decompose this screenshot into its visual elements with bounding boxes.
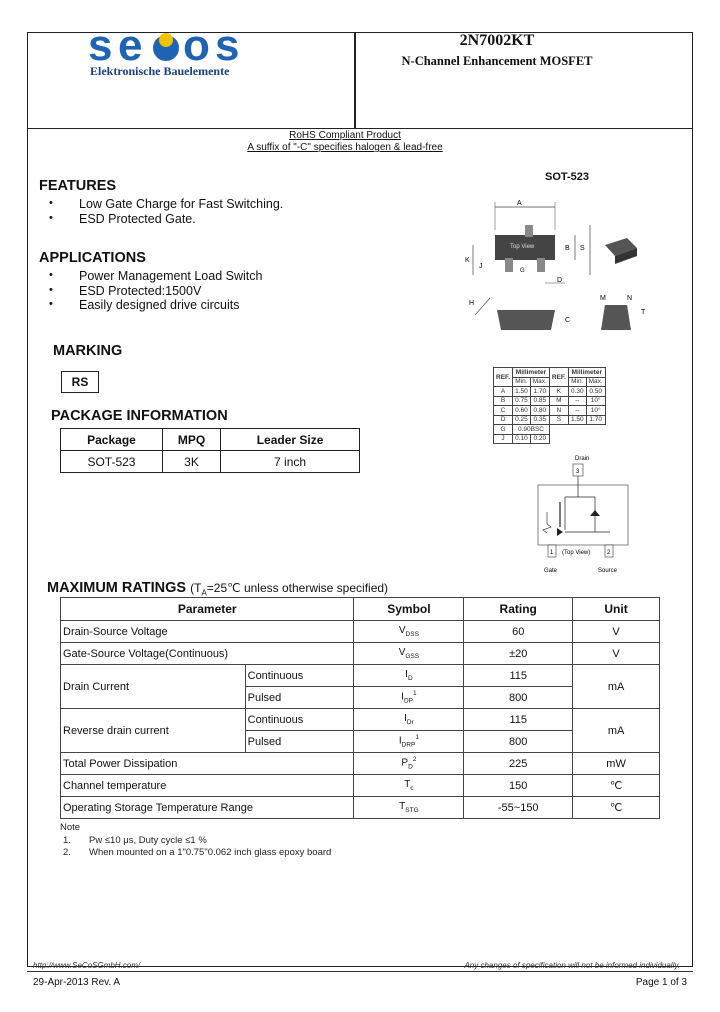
symbol-sub: c [410, 785, 414, 792]
symbol-text: V [398, 647, 406, 658]
max-ratings-title [47, 580, 388, 597]
table-row [494, 434, 606, 444]
cell-mpq: 3K [162, 451, 220, 473]
condition-prefix: (T [190, 581, 202, 595]
dim-cell: 0.20 [530, 434, 549, 444]
table-row [61, 775, 660, 797]
table-header-row [61, 598, 660, 621]
dim-cell: 1.50 [513, 387, 531, 397]
header-mpq: MPQ [162, 429, 220, 451]
package-info-table [60, 428, 360, 473]
marking-title: MARKING [53, 343, 123, 359]
dim-min-header: Min. [568, 377, 586, 387]
symbol-sup: 2 [412, 756, 417, 764]
features-title: FEATURES [39, 178, 117, 194]
rating-cell: 800 [464, 731, 573, 753]
application-item: • Easily designed drive circuits [39, 298, 262, 313]
rating-cell: -55~150 [464, 797, 573, 819]
rating-cell: 225 [464, 753, 573, 775]
note-number: 2. [63, 847, 71, 858]
max-ratings-table [60, 597, 660, 819]
dim-cell: -- [568, 406, 586, 416]
rating-cell: ±20 [464, 643, 573, 665]
symbol-sub: STG [405, 807, 419, 814]
max-ratings-heading: MAXIMUM RATINGS [47, 580, 187, 596]
rohs-notice [200, 130, 490, 154]
dim-letter-j: J [479, 263, 483, 270]
package-lead [537, 258, 545, 272]
dim-cell: C [494, 406, 513, 416]
dim-letter-a: A [517, 200, 522, 207]
dim-cell: 1.70 [530, 387, 549, 397]
note-number: 1. [63, 834, 71, 846]
unit-cell: mA [573, 665, 660, 709]
package-lead [525, 225, 533, 237]
symbol-text: I [404, 713, 407, 724]
cell-package: SOT-523 [61, 451, 163, 473]
table-row [61, 753, 660, 775]
dim-letter-g: G [520, 268, 525, 274]
dim-cell: N [549, 406, 568, 416]
dim-letter-d: D [557, 277, 563, 284]
dim-cell: 10° [586, 406, 605, 416]
pin-3-label: 3 [576, 469, 580, 475]
circuit-diagram [535, 452, 635, 577]
symbol-text: T [404, 779, 411, 790]
applications-title: APPLICATIONS [39, 250, 146, 266]
dim-cell: 0.85 [530, 396, 549, 406]
dim-cell: 0.50 [586, 387, 605, 397]
dim-cell: 1.70 [586, 415, 605, 425]
notes [60, 822, 331, 860]
dim-cell: 1.50 [568, 415, 586, 425]
subparam-cell: Pulsed [245, 687, 354, 709]
feature-item: • ESD Protected Gate. [39, 212, 283, 227]
symbol-cell [354, 709, 464, 731]
unit-cell: V [573, 643, 660, 665]
rohs-line-2: A suffix of "-C" specifies halogen & lead-free [247, 142, 443, 153]
table-row [61, 709, 660, 731]
unit-cell: mW [573, 753, 660, 775]
table-row [61, 665, 660, 687]
part-description: N-Channel Enhancement MOSFET [401, 54, 593, 68]
table-row [494, 396, 606, 406]
table-row [61, 621, 660, 643]
dim-letter-m: M [600, 295, 606, 302]
symbol-text: T [399, 801, 406, 812]
symbol-cell [354, 797, 464, 819]
note-item [60, 835, 331, 848]
cell-leader-size: 7 inch [221, 451, 360, 473]
header-parameter: Parameter [61, 598, 354, 621]
dim-cell: 0.25 [513, 415, 531, 425]
subparam-cell: Continuous [245, 709, 354, 731]
symbol-text: P [401, 757, 409, 769]
symbol-cell [354, 687, 464, 709]
symbol-sup: 1 [412, 690, 417, 698]
drain-label: Drain [575, 456, 590, 462]
rating-cell: 60 [464, 621, 573, 643]
device-box [538, 485, 628, 545]
symbol-text: V [398, 625, 406, 636]
symbol-sub: D [408, 763, 413, 771]
svg-text:e: e [118, 26, 144, 70]
dim-unit-header: Millimeter [513, 368, 550, 378]
package-drawing-label: SOT-523 [545, 171, 590, 183]
footer-rule [27, 971, 693, 972]
dim-letter-b: B [565, 245, 570, 252]
dim-cell: 0.90BSC [513, 425, 550, 435]
dim-max-header: Max. [530, 377, 549, 387]
symbol-sub: DSS [405, 631, 419, 638]
gate-label: Gate [544, 568, 558, 574]
marking-code: RS [61, 371, 99, 393]
top-view-text: Top View [510, 244, 535, 250]
symbol-sub: Dr [406, 719, 414, 726]
table-row [61, 451, 360, 473]
table-row [61, 643, 660, 665]
param-cell: Reverse drain current [61, 709, 246, 753]
logo-tagline: Elektronische Bauelemente [90, 64, 230, 78]
pin-1-label: 1 [550, 550, 554, 556]
symbol-sub: D [407, 675, 413, 682]
max-ratings-condition [190, 581, 389, 598]
dim-cell: 0.80 [530, 406, 549, 416]
symbol-cell [354, 665, 464, 687]
application-item: • Power Management Load Switch [39, 269, 262, 284]
package-body-side [497, 310, 555, 330]
part-number: 2N7002KT [459, 32, 535, 49]
symbol-sup: 1 [415, 734, 419, 742]
symbol-cell [354, 731, 464, 753]
note-item [60, 847, 331, 860]
param-cell: Gate-Source Voltage(Continuous) [61, 643, 354, 665]
svg-text:s: s [88, 26, 115, 70]
rating-cell: 150 [464, 775, 573, 797]
dim-letter-n: N [627, 295, 633, 302]
top-view-label: (Top View) [562, 550, 591, 556]
footer-disclaimer: Any changes of specification will not be informed individually. [464, 961, 680, 970]
symbol-text: I [398, 735, 402, 747]
dim-letter-k: K [465, 257, 470, 264]
package-info-title: PACKAGE INFORMATION [51, 408, 228, 424]
subparam-cell: Pulsed [245, 731, 354, 753]
source-label: Source [598, 568, 618, 574]
condition-sub: A [201, 588, 207, 598]
table-header-row [61, 429, 360, 451]
unit-cell: ℃ [573, 797, 660, 819]
header-unit: Unit [573, 598, 660, 621]
dim-cell: 0.60 [513, 406, 531, 416]
note-text: When mounted on a 1"0.75"0.062 inch glass epoxy board [89, 847, 332, 858]
symbol-text: I [405, 669, 408, 680]
dim-cell: 0.30 [568, 387, 586, 397]
table-row [494, 415, 606, 425]
dim-cell: B [494, 396, 513, 406]
rating-cell: 115 [464, 665, 573, 687]
dim-letter-s: S [580, 245, 585, 252]
dim-cell: J [494, 434, 513, 444]
symbol-cell [354, 643, 464, 665]
dim-cell: A [494, 387, 513, 397]
condition-suffix: =25℃ unless otherwise specified) [206, 581, 389, 595]
footer-date: 29-Apr-2013 Rev. A [33, 977, 121, 988]
dim-cell: 0.10 [513, 434, 531, 444]
param-cell: Channel temperature [61, 775, 354, 797]
rating-cell: 115 [464, 709, 573, 731]
feature-item: • Low Gate Charge for Fast Switching. [39, 197, 283, 212]
note-text: Pw ≤10 μs, Duty cycle ≤1 % [89, 834, 207, 846]
header-rating: Rating [464, 598, 573, 621]
dim-cell: -- [568, 396, 586, 406]
dim-cell: 0.35 [530, 415, 549, 425]
dim-letter-h: H [469, 300, 475, 307]
footer-url[interactable]: http://www.SeCoSGmbH.com/ [33, 961, 141, 970]
header-package: Package [61, 429, 163, 451]
param-cell: Drain-Source Voltage [61, 621, 354, 643]
symbol-sub: GSS [405, 653, 420, 660]
rohs-line-1: RoHS Compliant Product [289, 130, 401, 141]
header-leader-size: Leader Size [221, 429, 360, 451]
svg-text:s: s [215, 26, 241, 70]
table-row [494, 387, 606, 397]
dim-cell: G [494, 425, 513, 435]
notes-title: Note [60, 822, 81, 833]
dim-cell: S [549, 415, 568, 425]
subparam-cell: Continuous [245, 665, 354, 687]
dim-letter-t: T [641, 309, 646, 316]
svg-text:o: o [183, 26, 211, 70]
table-row [494, 425, 606, 435]
table-row [494, 406, 606, 416]
dim-ref-header: REF. [494, 368, 513, 387]
unit-cell: ℃ [573, 775, 660, 797]
unit-cell: V [573, 621, 660, 643]
table-row [61, 797, 660, 819]
symbol-text: I [401, 691, 404, 703]
symbol-cell [354, 753, 464, 775]
application-item: • ESD Protected:1500V [39, 284, 262, 299]
symbol-cell [354, 775, 464, 797]
param-cell: Drain Current [61, 665, 246, 709]
pin-2-label: 2 [607, 550, 611, 556]
dim-ref-header: REF. [549, 368, 568, 387]
dim-cell: K [549, 387, 568, 397]
dim-cell: 10° [586, 396, 605, 406]
features-list [39, 197, 283, 226]
applications-list [39, 269, 262, 313]
header-symbol: Symbol [354, 598, 464, 621]
param-cell: Total Power Dissipation [61, 753, 354, 775]
dim-cell: 0.75 [513, 396, 531, 406]
page-number: Page 1 of 3 [635, 977, 687, 988]
dim-cell: D [494, 415, 513, 425]
unit-cell: mA [573, 709, 660, 753]
dim-max-header: Max. [586, 377, 605, 387]
symbol-sub: DRP [401, 741, 416, 749]
dim-unit-header: Millimeter [568, 368, 605, 378]
dim-cell: M [549, 396, 568, 406]
package-outline-drawing [455, 190, 655, 350]
dimensions-table [493, 367, 606, 444]
symbol-cell [354, 621, 464, 643]
rating-cell: 800 [464, 687, 573, 709]
param-cell: Operating Storage Temperature Range [61, 797, 354, 819]
dim-letter-c: C [565, 317, 571, 324]
package-lead [505, 258, 513, 272]
symbol-sub: DP [403, 697, 413, 705]
dim-min-header: Min. [513, 377, 531, 387]
